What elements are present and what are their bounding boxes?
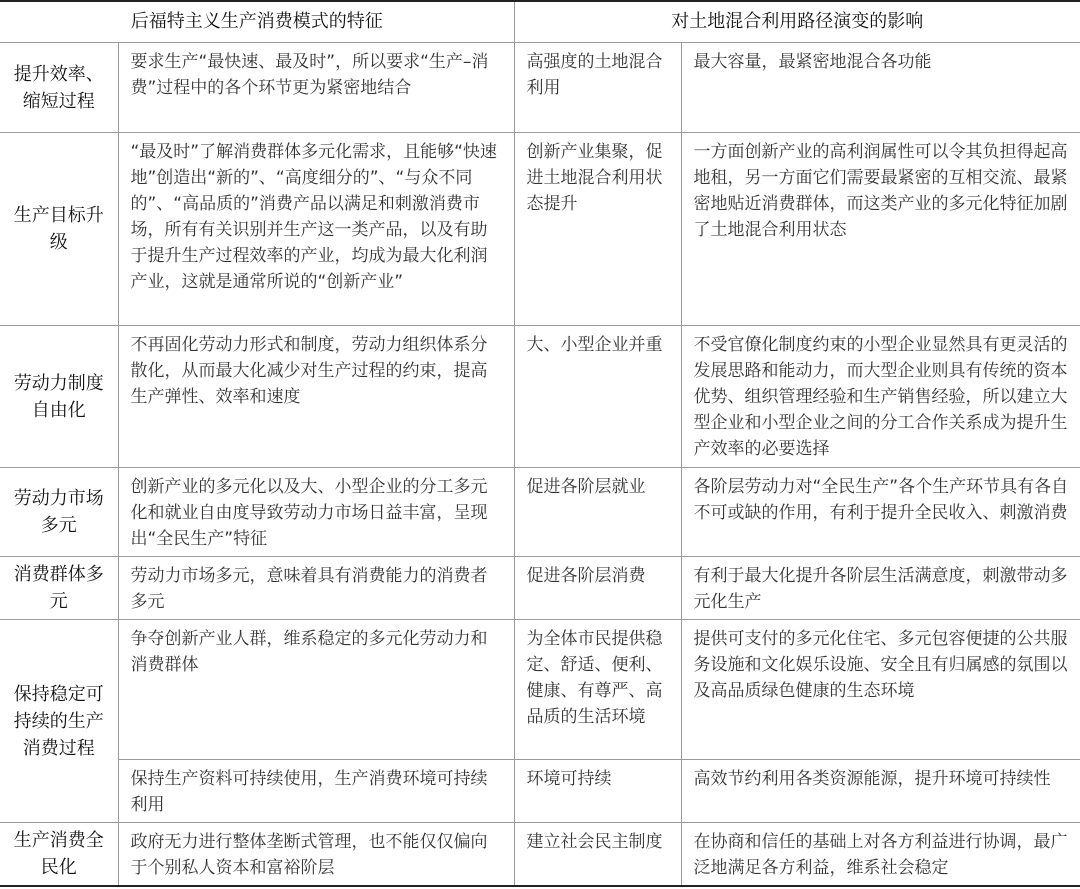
row-category: 生产目标升级 [0, 133, 118, 326]
table-row [0, 620, 1080, 760]
effect-cell: 最大容量，最紧密地混合各功能 [681, 43, 1080, 133]
header-impact: 对土地混合利用路径演变的影响 [514, 1, 1080, 43]
path-cell: 促进各阶层消费 [514, 557, 681, 620]
effect-cell: 一方面创新产业的高利润属性可以令其负担得起高地租，另一方面它们需要最紧密的互相交流、最紧密地贴近消费群体，而这类产业的多元化特征加剧了土地混合利用状态 [681, 133, 1080, 326]
path-cell: 环境可持续 [514, 760, 681, 823]
feature-cell: “最及时”了解消费群体多元化需求，且能够“快速地”创造出“新的”、“高度细分的”、“与众不同的”、“高品质的”消费产品以满足和刺激消费市场，所有有关识别并生产这一类产品，以及有助于提升生产过程效率的产业，均成为最大化利润产业，这就是通常所说的“创新产业” [118, 133, 514, 326]
effect-cell: 有利于最大化提升各阶层生活满意度，刺激带动多元化生产 [681, 557, 1080, 620]
path-cell: 大、小型企业并重 [514, 326, 681, 468]
path-cell: 建立社会民主制度 [514, 823, 681, 887]
effect-cell: 不受官僚化制度约束的小型企业显然具有更灵活的发展思路和能动力，而大型企业则具有传统的资本优势、组织管理经验和生产销售经验，所以建立大型企业和小型企业之间的分工合作关系成为提升生产效率的必要选择 [681, 326, 1080, 468]
effect-cell: 提供可支付的多元化住宅、多元包容便捷的公共服务设施和文化娱乐设施、安全且有归属感的氛围以及高品质绿色健康的生态环境 [681, 620, 1080, 760]
table-row [0, 760, 1080, 823]
feature-cell: 劳动力市场多元，意味着具有消费能力的消费者多元 [118, 557, 514, 620]
table-row [0, 823, 1080, 887]
feature-cell: 政府无力进行整体垄断式管理，也不能仅仅偏向于个别私人资本和富裕阶层 [118, 823, 514, 887]
row-category: 生产消费全民化 [0, 823, 118, 887]
table-row [0, 326, 1080, 468]
feature-cell: 保持生产资料可持续使用，生产消费环境可持续利用 [118, 760, 514, 823]
path-cell: 创新产业集聚，促进土地混合利用状态提升 [514, 133, 681, 326]
row-category: 保持稳定可持续的生产消费过程 [0, 620, 118, 823]
table-row [0, 43, 1080, 133]
table-header-row [0, 1, 1080, 43]
row-category: 消费群体多元 [0, 557, 118, 620]
effect-cell: 各阶层劳动力对“全民生产”各个生产环节具有各自不可或缺的作用，有利于提升全民收入、刺激消费 [681, 468, 1080, 557]
path-cell: 为全体市民提供稳定、舒适、便利、健康、有尊严、高品质的生活环境 [514, 620, 681, 760]
feature-cell: 要求生产“最快速、最及时”，所以要求“生产–消费”过程中的各个环节更为紧密地结合 [118, 43, 514, 133]
row-category: 劳动力市场多元 [0, 468, 118, 557]
path-cell: 高强度的土地混合利用 [514, 43, 681, 133]
row-category: 劳动力制度自由化 [0, 326, 118, 468]
effect-cell: 高效节约利用各类资源能源，提升环境可持续性 [681, 760, 1080, 823]
row-category: 提升效率、缩短过程 [0, 43, 118, 133]
feature-cell: 争夺创新产业人群，维系稳定的多元化劳动力和消费群体 [118, 620, 514, 760]
table-row [0, 468, 1080, 557]
header-feature: 后福特主义生产消费模式的特征 [0, 1, 514, 43]
feature-cell: 创新产业的多元化以及大、小型企业的分工多元化和就业自由度导致劳动力市场日益丰富，呈现出“全民生产”特征 [118, 468, 514, 557]
path-cell: 促进各阶层就业 [514, 468, 681, 557]
feature-cell: 不再固化劳动力形式和制度，劳动力组织体系分散化，从而最大化减少对生产过程的约束，提高生产弹性、效率和速度 [118, 326, 514, 468]
effect-cell: 在协商和信任的基础上对各方利益进行协调，最广泛地满足各方利益，维系社会稳定 [681, 823, 1080, 887]
table-row [0, 133, 1080, 326]
table-row [0, 557, 1080, 620]
